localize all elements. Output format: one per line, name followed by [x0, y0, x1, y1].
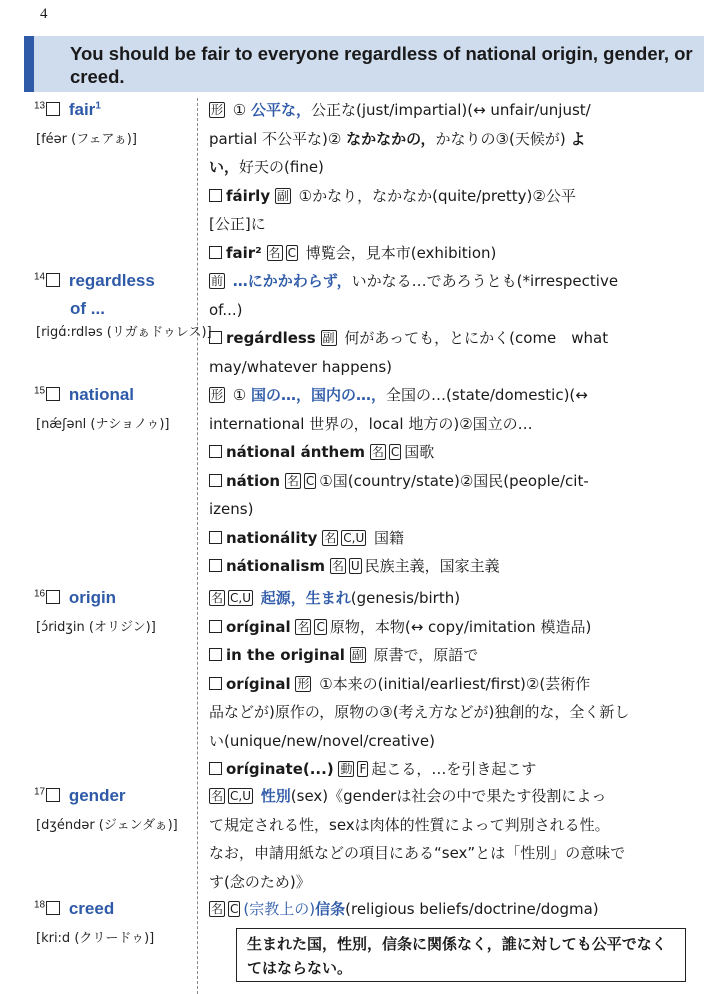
headword: $^{14}$ regardless [34, 271, 155, 290]
definition-line: 形 ① 国の…，国内の…，全国の…(state/domestic)(↔ [211, 386, 588, 404]
definition-line: fair² 名 C 博覧会，見本市(exhibition) [209, 239, 679, 268]
checkbox-icon[interactable] [46, 102, 60, 116]
headword-continued: of ... [70, 299, 105, 318]
definition-line: て規定される性，sexは肉体的性質によって判別される性。 [209, 815, 610, 834]
checkbox-icon[interactable] [46, 590, 60, 604]
definition-line: 名 C,U 性別(sex)《genderは社会の中で果たす役割によっ [211, 787, 607, 805]
definition-line: nationálity 名 C,U 国籍 [209, 524, 679, 553]
definition [209, 96, 679, 267]
definition-line: international 世界の，local 地方の)②国立の… [209, 414, 533, 433]
checkbox-icon[interactable] [46, 273, 60, 287]
definition-line: なお，申請用紙などの項目にある“sex”とは「性別」の意味で [209, 844, 626, 862]
definition [209, 267, 679, 381]
definition-line: い(unique/new/novel/creative) [209, 731, 435, 750]
definition-line: fáirly 副 ①かなり，なかなか(quite/pretty)②公平 [209, 182, 679, 211]
pronunciation: [ɔ́ridʒin (オリジン)] [36, 620, 156, 635]
headword: $^{18}$ creed [34, 899, 115, 918]
definition-line: izens) [209, 500, 254, 518]
definition-line: nátionalism 名 U 民族主義，国家主義 [209, 552, 679, 581]
definition-line: nátional ánthem 名 C 国歌 [209, 438, 679, 467]
definition-line: い，好天の(fine) [209, 158, 324, 176]
headword: $^{15}$ national [34, 385, 135, 404]
definition [209, 584, 679, 784]
definition-line: 名 C,U 起源，生まれ(genesis/birth) [211, 589, 461, 607]
example-sentence-banner [24, 36, 704, 92]
example-sentence: You should be fair to everyone regardless of national origin, gender, or creed. [70, 43, 693, 87]
pronunciation: [dʒéndər (ジェンダぁ)] [36, 818, 178, 833]
definition-line: 名 C (宗教上の)信条(religious beliefs/doctrine/dogma) [211, 900, 599, 918]
definition-line: 品などが)原作の，原物の③(考え方などが)独創的な，全く新し [209, 703, 630, 721]
definition-line: oríginal 名 C 原物，本物(↔ copy/imitation 模造品) [209, 613, 679, 642]
page-number: 4 [40, 6, 48, 22]
column-divider [197, 98, 198, 994]
checkbox-icon[interactable] [46, 788, 60, 802]
definition-line: in the original 副 原書で，原語で [209, 641, 679, 670]
checkbox-icon[interactable] [46, 901, 60, 915]
definition [209, 782, 679, 896]
definition-line: す(念のため)》 [209, 872, 311, 891]
definition [209, 895, 679, 924]
definition-line: [公正]に [209, 215, 266, 233]
headword: $^{16}$ origin [34, 588, 117, 607]
pronunciation: [féər (フェアぁ)] [36, 132, 137, 147]
definition-line: 前 …にかかわらず，いかなる…であろうとも(*irrespective [211, 272, 619, 290]
checkbox-icon[interactable] [46, 387, 60, 401]
definition-line: regárdless 副 何があっても，とにかく(come what [209, 324, 679, 353]
headword: $^{13}$ fair$^1$ [34, 100, 101, 119]
translation-box: 生まれた国，性別，信条に関係なく，誰に対しても公平でなくてはならない。 [236, 928, 686, 982]
definition-line: of...) [209, 300, 243, 319]
definition-line: oríginal 形 ①本来の(initial/earliest/first)②(芸術作 [209, 670, 679, 699]
definition-line: nátion 名 C ①国(country/state)②国民(people/cit- [209, 467, 679, 496]
definition-line: 形 ① 公平な，公正な(just/impartial)(↔ unfair/unjust/ [211, 101, 591, 119]
headword: $^{17}$ gender [34, 786, 126, 805]
definition-line: partial 不公平な)② なかなかの，かなりの③(天候が) よ [209, 129, 586, 148]
pronunciation: [kri:d (クリードゥ)] [36, 931, 155, 946]
pronunciation: [nǽʃənl (ナショノゥ)] [36, 417, 170, 432]
definition [209, 381, 679, 581]
pronunciation: [rigɑ́:rdləs (リガぁドゥレス)] [36, 325, 212, 340]
definition-line: may/whatever happens) [209, 357, 392, 376]
definition-line: oríginate(...) 動 F 起こる，…を引き起こす [209, 755, 679, 784]
